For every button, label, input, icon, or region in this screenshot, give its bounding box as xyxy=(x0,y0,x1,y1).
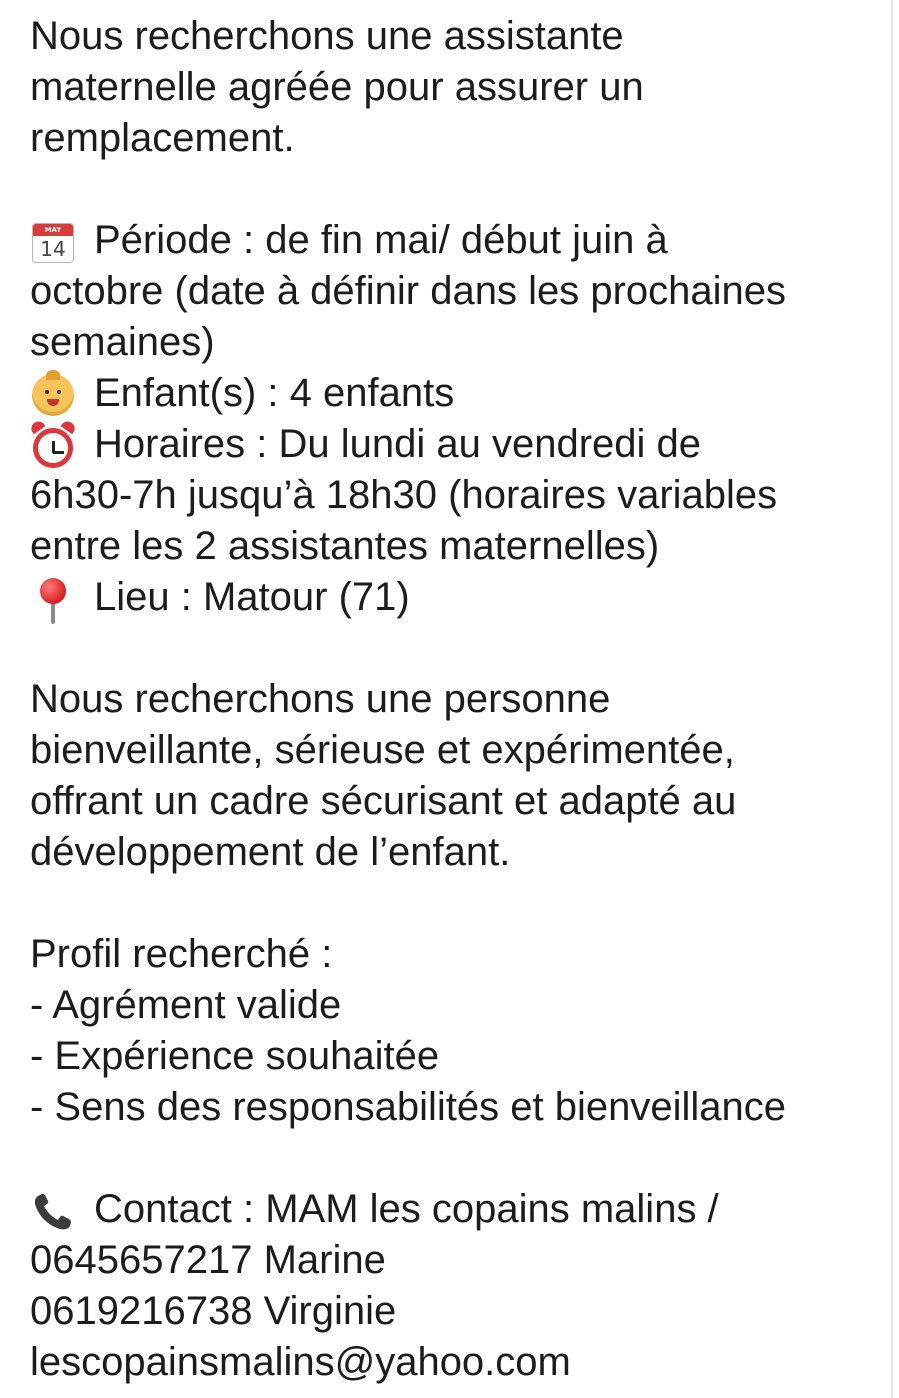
enfants-line xyxy=(30,368,880,419)
intro-line: maternelle agréée pour assurer un xyxy=(30,65,644,109)
description-line: développement de l’enfant. xyxy=(30,830,511,874)
pin-icon xyxy=(30,578,78,618)
spacer xyxy=(30,1133,880,1184)
spacer xyxy=(30,623,880,674)
calendar-icon-month: MAY xyxy=(33,224,73,236)
horaires-line xyxy=(30,419,880,470)
spacer xyxy=(30,878,880,929)
spacer xyxy=(30,164,880,215)
periode-line xyxy=(30,215,880,266)
profil-heading: Profil recherché : xyxy=(30,932,333,976)
lieu-line xyxy=(30,572,880,623)
profil-item: - Sens des responsabilités et bienveillance xyxy=(30,1085,786,1129)
scrollbar-track[interactable] xyxy=(891,0,893,1398)
contact-phone-marine[interactable]: 0645657217 Marine xyxy=(30,1238,386,1282)
intro-line: remplacement. xyxy=(30,116,295,160)
periode-text: Période : de fin mai/ début juin à xyxy=(94,218,668,262)
calendar-icon-day: 14 xyxy=(40,237,66,261)
contact-email[interactable]: lescopainsmalins@yahoo.com xyxy=(30,1340,571,1384)
profil-item: - Agrément valide xyxy=(30,983,342,1027)
alarm-clock-icon xyxy=(30,425,78,465)
contact-phone-virginie[interactable]: 0619216738 Virginie xyxy=(30,1289,397,1333)
profil-item: - Expérience souhaitée xyxy=(30,1034,440,1078)
contact-line xyxy=(30,1184,880,1235)
description-line: bienveillante, sérieuse et expérimentée, xyxy=(30,728,735,772)
periode-line: octobre (date à définir dans les prochaines xyxy=(30,269,787,313)
phone-icon xyxy=(30,1190,78,1230)
lieu-text: Lieu : Matour (71) xyxy=(94,575,410,619)
enfants-text: Enfant(s) : 4 enfants xyxy=(94,371,455,415)
horaires-text: Horaires : Du lundi au vendredi de xyxy=(94,422,702,466)
horaires-line: 6h30-7h jusqu’à 18h30 (horaires variables xyxy=(30,473,778,517)
horaires-line: entre les 2 assistantes maternelles) xyxy=(30,524,660,568)
calendar-icon xyxy=(30,221,78,261)
description-line: Nous recherchons une personne xyxy=(30,677,611,721)
description-line: offrant un cadre sécurisant et adapté au xyxy=(30,779,737,823)
periode-line: semaines) xyxy=(30,320,215,364)
contact-text: Contact : MAM les copains malins / xyxy=(94,1187,719,1231)
intro-line: Nous recherchons une assistante xyxy=(30,14,624,58)
baby-icon xyxy=(30,374,78,414)
post-body xyxy=(30,11,880,1388)
